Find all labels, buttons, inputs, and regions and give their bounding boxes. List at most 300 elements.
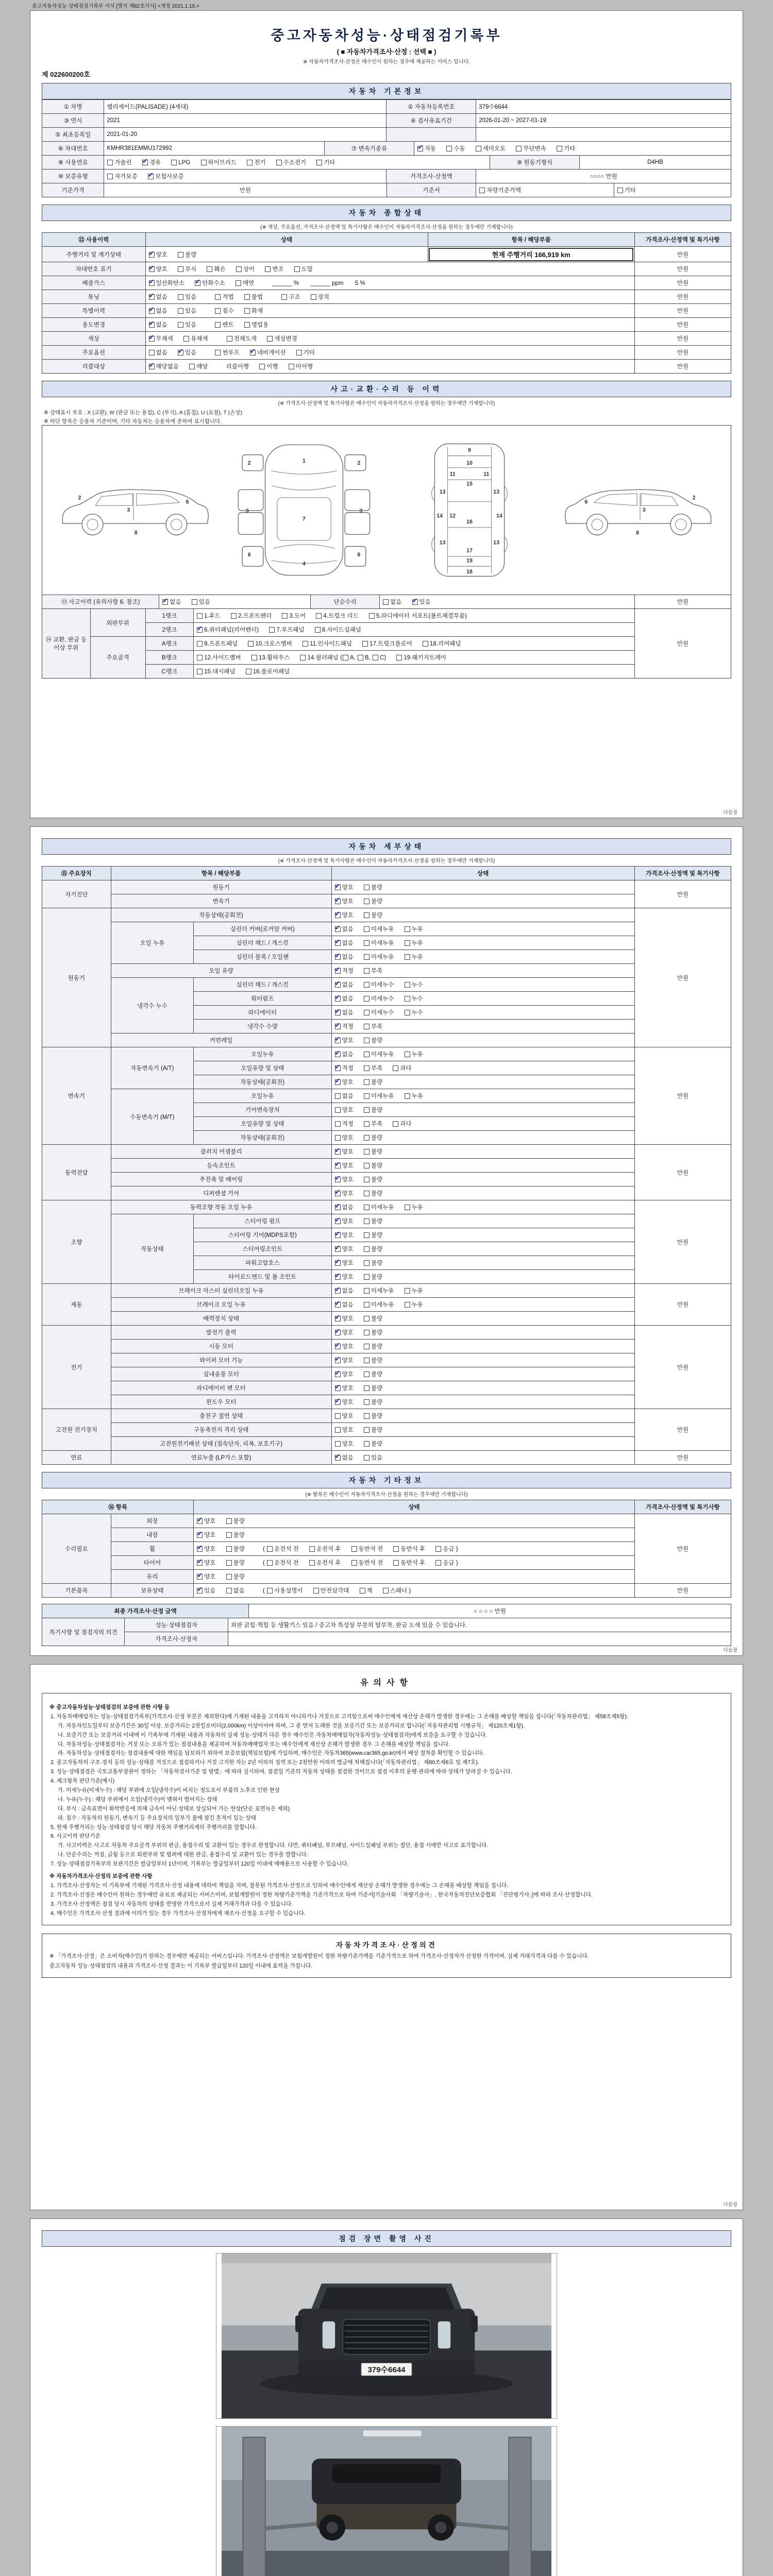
checkbox-unchecked[interactable] xyxy=(364,1205,369,1210)
checkbox-checked[interactable] xyxy=(149,336,155,342)
section-accident-history: 사고·교환·수리 등 이력 xyxy=(42,381,731,397)
checkbox-unchecked[interactable] xyxy=(178,308,183,314)
checkbox-unchecked[interactable] xyxy=(364,1399,369,1405)
checkbox-unchecked[interactable] xyxy=(405,1288,410,1294)
checkbox-unchecked[interactable] xyxy=(207,266,212,272)
checkbox-checked[interactable] xyxy=(335,1038,341,1043)
checkbox-checked[interactable] xyxy=(335,926,341,932)
cell: 양호 불량 xyxy=(331,1423,634,1437)
checkbox-unchecked[interactable] xyxy=(259,364,265,369)
checkbox-unchecked[interactable] xyxy=(393,1065,398,1071)
checkbox-checked[interactable] xyxy=(335,1218,341,1224)
checkbox-unchecked[interactable] xyxy=(296,350,302,355)
checkbox-unchecked[interactable] xyxy=(364,1246,369,1252)
checkbox-unchecked[interactable] xyxy=(226,1574,232,1580)
checkbox-unchecked[interactable] xyxy=(364,954,369,960)
checkbox-checked[interactable] xyxy=(335,1344,341,1349)
checkbox-checked[interactable] xyxy=(162,599,168,605)
cell: KMHR381EMMU172992 xyxy=(104,142,325,156)
checkbox-checked[interactable] xyxy=(197,1560,203,1566)
cell: ✔ 양호 불량 xyxy=(331,1033,634,1047)
checkbox-unchecked[interactable] xyxy=(364,940,369,946)
checkbox-unchecked[interactable] xyxy=(107,174,113,179)
detail-note: (※ 가격조사·산정액 및 특기사항은 매수인이 자동차가격조사·산정을 원하는 경우에만 기재합니다) xyxy=(278,858,495,864)
basic-info-row-3 xyxy=(42,127,731,142)
checkbox-unchecked[interactable] xyxy=(251,655,257,660)
table-row xyxy=(42,247,731,262)
cell: 양호 불량 xyxy=(331,1131,634,1145)
checkbox-checked[interactable] xyxy=(335,1246,341,1252)
checkbox-checked[interactable] xyxy=(335,1385,341,1391)
checkbox-unchecked[interactable] xyxy=(335,1413,341,1419)
checkbox-unchecked[interactable] xyxy=(215,350,221,355)
checkbox-unchecked[interactable] xyxy=(149,350,155,355)
checkbox-unchecked[interactable] xyxy=(364,1413,369,1419)
basic-info-row-7 xyxy=(42,183,731,197)
cell: 주요골격 xyxy=(90,637,145,679)
checkbox-unchecked[interactable] xyxy=(364,1065,369,1071)
table-row xyxy=(42,1214,731,1228)
checkbox-unchecked[interactable] xyxy=(364,1149,369,1155)
checkbox-checked[interactable] xyxy=(149,280,155,286)
checkbox-unchecked[interactable] xyxy=(405,954,410,960)
checkbox-unchecked[interactable] xyxy=(405,940,410,946)
checkbox-checked[interactable] xyxy=(197,1532,203,1538)
checkbox-checked[interactable] xyxy=(335,1205,341,1210)
table-row xyxy=(42,1312,731,1326)
cell: 냉각수 누수 xyxy=(111,978,193,1033)
cell: 상태 xyxy=(145,233,428,247)
checkbox-checked[interactable] xyxy=(335,940,341,946)
table-row xyxy=(42,156,731,170)
checkbox-checked[interactable] xyxy=(335,885,341,890)
checkbox-unchecked[interactable] xyxy=(226,1518,232,1524)
checkbox-unchecked[interactable] xyxy=(201,160,207,165)
checkbox-unchecked[interactable] xyxy=(364,1371,369,1377)
checkbox-unchecked[interactable] xyxy=(294,266,300,272)
checkbox-unchecked[interactable] xyxy=(282,613,288,619)
cell: ✔ 양호 불량 xyxy=(331,908,634,922)
checkbox-checked[interactable] xyxy=(149,364,155,369)
cell: ✔ 없음 미세누유 누유 xyxy=(331,936,634,950)
checkbox-unchecked[interactable] xyxy=(393,1121,398,1127)
table-row xyxy=(42,1395,731,1409)
checkbox-checked[interactable] xyxy=(335,1455,341,1461)
overall-row xyxy=(42,359,731,374)
basic-info-row-2 xyxy=(42,113,731,128)
cell: 수리필요 xyxy=(42,1514,111,1584)
checkbox-checked[interactable] xyxy=(335,968,341,974)
cell: 만원 xyxy=(634,332,731,346)
cell: ✔ 없음 미세누수 누수 xyxy=(331,992,634,1006)
checkbox-unchecked[interactable] xyxy=(246,669,251,674)
checkbox-unchecked[interactable] xyxy=(364,1121,369,1127)
checkbox-unchecked[interactable] xyxy=(267,1588,273,1594)
checkbox-unchecked[interactable] xyxy=(446,146,452,151)
checkbox-checked[interactable] xyxy=(335,982,341,988)
checkbox-unchecked[interactable] xyxy=(244,322,250,328)
final-price-row xyxy=(42,1604,731,1618)
checkbox-unchecked[interactable] xyxy=(364,982,369,988)
checkbox-unchecked[interactable] xyxy=(269,627,275,633)
cell: 1.후드 2.프론트펜더 3.도어 4.트렁크 리드 5.라디에이터 서포트(볼트체결부품) xyxy=(194,609,635,623)
table-row xyxy=(42,1145,731,1159)
checkbox-checked[interactable] xyxy=(335,1010,341,1015)
checkbox-unchecked[interactable] xyxy=(364,1441,369,1447)
checkbox-unchecked[interactable] xyxy=(281,294,287,300)
checkbox-checked[interactable] xyxy=(197,1518,203,1524)
checkbox-checked[interactable] xyxy=(149,266,155,272)
panel-number: 4 xyxy=(302,561,306,567)
checkbox-unchecked[interactable] xyxy=(364,1052,369,1057)
cell: ⑨ 원동기형식 xyxy=(490,156,580,170)
checkbox-unchecked[interactable] xyxy=(311,294,316,300)
table-row xyxy=(42,637,731,651)
checkbox-unchecked[interactable] xyxy=(335,1135,341,1141)
checkbox-unchecked[interactable] xyxy=(405,982,410,988)
checkbox-unchecked[interactable] xyxy=(178,266,183,272)
checkbox-checked[interactable] xyxy=(335,1177,341,1182)
checkbox-unchecked[interactable] xyxy=(364,1191,369,1196)
checkbox-unchecked[interactable] xyxy=(215,308,221,314)
checkbox-unchecked[interactable] xyxy=(309,1560,315,1566)
checkbox-unchecked[interactable] xyxy=(405,1093,410,1099)
checkbox-unchecked[interactable] xyxy=(265,266,271,272)
checkbox-unchecked[interactable] xyxy=(343,655,348,660)
checkbox-unchecked[interactable] xyxy=(423,641,428,647)
checkbox-unchecked[interactable] xyxy=(351,1546,357,1552)
checkbox-unchecked[interactable] xyxy=(362,641,368,647)
checkbox-unchecked[interactable] xyxy=(557,146,562,151)
checkbox-checked[interactable] xyxy=(195,280,200,286)
checkbox-unchecked[interactable] xyxy=(364,1093,369,1099)
basic-info-row-5 xyxy=(42,155,731,170)
table-row xyxy=(42,1353,731,1367)
notice-item: 4. 체크항목 판단기준(예시) xyxy=(51,1778,115,1785)
cell: D4HB xyxy=(579,156,731,170)
checkbox-unchecked[interactable] xyxy=(364,1427,369,1433)
checkbox-unchecked[interactable] xyxy=(226,1560,232,1566)
checkbox-unchecked[interactable] xyxy=(364,1344,369,1349)
checkbox-unchecked[interactable] xyxy=(383,1588,389,1594)
checkbox-checked[interactable] xyxy=(335,1163,341,1168)
checkbox-unchecked[interactable] xyxy=(226,1588,232,1594)
checkbox-unchecked[interactable] xyxy=(364,1455,369,1461)
checkbox-unchecked[interactable] xyxy=(267,1560,273,1566)
table-row xyxy=(42,318,731,332)
checkbox-unchecked[interactable] xyxy=(364,1218,369,1224)
table-row xyxy=(42,142,731,156)
overall-note: (※ 색상, 주요옵션, 가격조사·산정액 및 특기사항은 매수인이 자동차가격조사·산정을 원하는 경우에만 기재합니다) xyxy=(260,225,513,230)
notice-item: 2. 가격조사·산정은 매수인이 원하는 경우에만 유료로 제공되는 서비스이며, 보험개발원이 정한 차량기준가액을 기준가격으로 하여 기준서[기술사회 「차량기술사」, 한국자동차진단보증협회 「진단평가사」]에 따라 조사·산정합니다. xyxy=(51,1891,593,1898)
checkbox-checked[interactable] xyxy=(148,174,154,179)
checkbox-checked[interactable] xyxy=(335,1358,341,1363)
table-row xyxy=(42,1089,731,1103)
checkbox-checked[interactable] xyxy=(178,350,183,355)
checkbox-checked[interactable] xyxy=(335,1274,341,1280)
panel-number: 6 xyxy=(584,499,587,505)
checkbox-checked[interactable] xyxy=(149,322,155,328)
checkbox-unchecked[interactable] xyxy=(215,294,221,300)
cell: 고전원 전기장치 xyxy=(42,1409,111,1451)
checkbox-unchecked[interactable] xyxy=(248,641,254,647)
checkbox-unchecked[interactable] xyxy=(335,1427,341,1433)
checkbox-unchecked[interactable] xyxy=(351,1560,357,1566)
checkbox-checked[interactable] xyxy=(149,294,155,300)
checkbox-checked[interactable] xyxy=(335,1302,341,1308)
table-row xyxy=(42,1298,731,1312)
checkbox-unchecked[interactable] xyxy=(383,599,389,605)
checkbox-checked[interactable] xyxy=(197,627,203,633)
checkbox-unchecked[interactable] xyxy=(364,1385,369,1391)
accident-legend-1: ※ 상태표시 부호 : X (교환), W (판금 또는 용접), C (부식), A (흠집), U (요철), T (손상) xyxy=(44,410,242,416)
checkbox-checked[interactable] xyxy=(335,996,341,1002)
checkbox-unchecked[interactable] xyxy=(364,1302,369,1308)
cell: 만원 xyxy=(634,276,731,290)
cell: 가격조사·산정자 xyxy=(125,1632,228,1646)
table-row xyxy=(42,1381,731,1395)
cell: 유리 xyxy=(111,1570,193,1584)
panel-number: 8 xyxy=(134,530,138,536)
cell: 커먼레일 xyxy=(111,1033,331,1047)
checkbox-unchecked[interactable] xyxy=(405,1010,410,1015)
cell: ✔ 무채색 유채색 전체도색 색상변경 xyxy=(145,332,634,346)
cell: ④ 검사유효기간 xyxy=(386,114,476,128)
checkbox-unchecked[interactable] xyxy=(316,613,322,619)
checkbox-checked[interactable] xyxy=(149,252,155,258)
table-row xyxy=(42,978,731,992)
notice-box xyxy=(42,1693,731,1925)
checkbox-unchecked[interactable] xyxy=(226,1532,232,1538)
checkbox-unchecked[interactable] xyxy=(215,322,221,328)
checkbox-unchecked[interactable] xyxy=(197,669,203,674)
checkbox-checked[interactable] xyxy=(335,1288,341,1294)
checkbox-checked[interactable] xyxy=(335,1065,341,1071)
cell: ② 자동차등록번호 xyxy=(386,100,476,114)
checkbox-unchecked[interactable] xyxy=(227,336,232,342)
checkbox-checked[interactable] xyxy=(142,160,148,165)
checkbox-unchecked[interactable] xyxy=(335,1441,341,1447)
table-row xyxy=(42,276,731,290)
notice-item: 6. 사고이력 판단기준 xyxy=(51,1833,100,1840)
checkbox-unchecked[interactable] xyxy=(267,1546,273,1552)
checkbox-unchecked[interactable] xyxy=(316,160,322,165)
checkbox-checked[interactable] xyxy=(149,308,155,314)
checkbox-unchecked[interactable] xyxy=(364,1135,369,1141)
cell: ✔ 양호 불량 xyxy=(194,1514,635,1528)
checkbox-unchecked[interactable] xyxy=(360,1588,365,1594)
cell: 오일유량 및 상태 xyxy=(194,1117,331,1131)
checkbox-unchecked[interactable] xyxy=(476,146,481,151)
checkbox-unchecked[interactable] xyxy=(309,1546,315,1552)
checkbox-unchecked[interactable] xyxy=(364,1010,369,1015)
checkbox-unchecked[interactable] xyxy=(335,1093,341,1099)
checkbox-unchecked[interactable] xyxy=(364,1316,369,1321)
panel-number: 11 xyxy=(483,471,489,478)
checkbox-checked[interactable] xyxy=(197,1588,203,1594)
checkbox-unchecked[interactable] xyxy=(178,252,183,258)
checkbox-unchecked[interactable] xyxy=(364,1358,369,1363)
checkbox-unchecked[interactable] xyxy=(276,160,282,165)
checkbox-unchecked[interactable] xyxy=(364,926,369,932)
checkbox-unchecked[interactable] xyxy=(189,364,195,369)
checkbox-unchecked[interactable] xyxy=(617,188,623,193)
table-row xyxy=(42,1570,731,1584)
checkbox-checked[interactable] xyxy=(335,1371,341,1377)
price-opinion-text: 중고자동차 성능·상태점검의 내용과 가격조사·산정 결과는 이 기록부 발급일부터 120일 이내에 효력을 가집니다. xyxy=(49,1963,313,1970)
checkbox-unchecked[interactable] xyxy=(358,655,363,660)
overall-row xyxy=(42,262,731,276)
checkbox-unchecked[interactable] xyxy=(364,1274,369,1280)
table-row xyxy=(42,1409,731,1423)
checkbox-unchecked[interactable] xyxy=(435,1560,441,1566)
cell xyxy=(386,128,476,142)
checkbox-unchecked[interactable] xyxy=(393,1546,399,1552)
checkbox-unchecked[interactable] xyxy=(335,1121,341,1127)
checkbox-checked[interactable] xyxy=(335,1399,341,1405)
table-row xyxy=(42,867,731,880)
checkbox-unchecked[interactable] xyxy=(192,599,197,605)
notice-item: ※ 중고자동차성능·상태점검의 보증에 관한 사항 등 xyxy=(49,1704,170,1710)
checkbox-unchecked[interactable] xyxy=(364,1163,369,1168)
checkbox-unchecked[interactable] xyxy=(226,1546,232,1552)
checkbox-unchecked[interactable] xyxy=(405,926,410,932)
cell: 시동 모터 xyxy=(111,1340,331,1353)
cell: ✔ 양호 불량 ( 운전석 전 운전석 후 동반석 전 동반석 후 응급 ) xyxy=(194,1542,635,1556)
checkbox-checked[interactable] xyxy=(335,1232,341,1238)
cell: ✔ 양호 불량 xyxy=(331,894,634,908)
checkbox-unchecked[interactable] xyxy=(364,1038,369,1043)
accident-row xyxy=(42,595,731,609)
checkbox-unchecked[interactable] xyxy=(364,1024,369,1029)
basic-info-row-6 xyxy=(42,169,731,183)
checkbox-unchecked[interactable] xyxy=(289,364,294,369)
checkbox-unchecked[interactable] xyxy=(364,912,369,918)
cell: 적정 부족 과다 xyxy=(331,1117,634,1131)
checkbox-unchecked[interactable] xyxy=(364,899,369,904)
cell: ✔ 자동 수동 세미오토 무단변속 기타 xyxy=(414,142,731,156)
checkbox-unchecked[interactable] xyxy=(516,146,522,151)
checkbox-unchecked[interactable] xyxy=(364,1232,369,1238)
checkbox-unchecked[interactable] xyxy=(197,641,203,647)
checkbox-unchecked[interactable] xyxy=(236,280,241,286)
notice-title: 유의사항 xyxy=(360,1679,413,1687)
checkbox-unchecked[interactable] xyxy=(405,1205,410,1210)
checkbox-checked[interactable] xyxy=(412,599,418,605)
checkbox-checked[interactable] xyxy=(197,1574,203,1580)
checkbox-unchecked[interactable] xyxy=(364,1079,369,1085)
checkbox-unchecked[interactable] xyxy=(197,613,203,619)
checkbox-checked[interactable] xyxy=(335,954,341,960)
checkbox-unchecked[interactable] xyxy=(244,308,250,314)
cell: 오일 누유 xyxy=(111,922,193,964)
checkbox-unchecked[interactable] xyxy=(364,1177,369,1182)
page-3 xyxy=(30,1664,743,2210)
checkbox-unchecked[interactable] xyxy=(313,1588,319,1594)
checkbox-unchecked[interactable] xyxy=(369,613,375,619)
checkbox-unchecked[interactable] xyxy=(364,885,369,890)
checkbox-unchecked[interactable] xyxy=(303,641,308,647)
table-row xyxy=(42,1326,731,1340)
checkbox-unchecked[interactable] xyxy=(435,1546,441,1552)
cell: 구동축전지 격리 상태 xyxy=(111,1423,331,1437)
checkbox-unchecked[interactable] xyxy=(364,1288,369,1294)
checkbox-checked[interactable] xyxy=(335,1330,341,1335)
cell: ✔ 양호 불량 xyxy=(194,1528,635,1542)
checkbox-checked[interactable] xyxy=(335,1079,341,1085)
checkbox-unchecked[interactable] xyxy=(236,266,242,272)
cell: 9.프론트패널 10.크로스멤버 11.인사이드패널 17.트렁크플로어 18.리어패널 xyxy=(194,637,635,651)
panel-number: 3 xyxy=(126,506,130,513)
checkbox-unchecked[interactable] xyxy=(231,613,237,619)
checkbox-unchecked[interactable] xyxy=(479,188,485,193)
table-row xyxy=(42,1047,731,1061)
checkbox-unchecked[interactable] xyxy=(267,336,273,342)
checkbox-checked[interactable] xyxy=(417,146,423,151)
checkbox-checked[interactable] xyxy=(335,1149,341,1155)
checkbox-unchecked[interactable] xyxy=(396,655,402,660)
checkbox-unchecked[interactable] xyxy=(364,1330,369,1335)
cell: ⑬ 사고이력 (유의사항 6. 참조) xyxy=(42,595,159,609)
cell: 항목 / 해당부품 xyxy=(111,867,331,880)
checkbox-unchecked[interactable] xyxy=(197,655,203,660)
overall-row xyxy=(42,303,731,318)
table-row xyxy=(42,1451,731,1465)
cell: ✔ 없음 미세누유 누유 xyxy=(331,1298,634,1312)
checkbox-checked[interactable] xyxy=(335,1260,341,1266)
checkbox-unchecked[interactable] xyxy=(364,996,369,1002)
checkbox-checked[interactable] xyxy=(250,350,256,355)
checkbox-unchecked[interactable] xyxy=(171,160,177,165)
checkbox-unchecked[interactable] xyxy=(405,996,410,1002)
checkbox-checked[interactable] xyxy=(335,1316,341,1321)
checkbox-unchecked[interactable] xyxy=(405,1052,410,1057)
checkbox-unchecked[interactable] xyxy=(405,1302,410,1308)
checkbox-unchecked[interactable] xyxy=(300,655,306,660)
checkbox-unchecked[interactable] xyxy=(364,968,369,974)
checkbox-checked[interactable] xyxy=(335,899,341,904)
checkbox-unchecked[interactable] xyxy=(178,322,183,328)
checkbox-unchecked[interactable] xyxy=(364,1260,369,1266)
basic-info-row-1 xyxy=(42,99,731,114)
checkbox-unchecked[interactable] xyxy=(183,336,189,342)
checkbox-unchecked[interactable] xyxy=(393,1560,399,1566)
checkbox-checked[interactable] xyxy=(335,1191,341,1196)
checkbox-unchecked[interactable] xyxy=(335,1107,341,1113)
etc-note: (※ 항목은 매수인이 자동차가격조사·산정을 원하는 경우에만 기재합니다) xyxy=(305,1492,468,1498)
checkbox-checked[interactable] xyxy=(335,1024,341,1029)
cell: 주행거리 및 계기상태 xyxy=(42,247,146,262)
checkbox-checked[interactable] xyxy=(335,912,341,918)
cell: ✔ 없음 미세누유 누유 xyxy=(331,1047,634,1061)
cell: ✔ 양호 불량 xyxy=(331,1159,634,1173)
checkbox-checked[interactable] xyxy=(335,1052,341,1057)
overall-row xyxy=(42,317,731,332)
checkbox-unchecked[interactable] xyxy=(315,627,321,633)
car-damage-diagram xyxy=(42,425,731,595)
checkbox-checked[interactable] xyxy=(197,1546,203,1552)
checkbox-unchecked[interactable] xyxy=(247,160,253,165)
checkbox-unchecked[interactable] xyxy=(373,655,378,660)
checkbox-unchecked[interactable] xyxy=(107,160,113,165)
checkbox-unchecked[interactable] xyxy=(364,1107,369,1113)
checkbox-unchecked[interactable] xyxy=(178,294,183,300)
basic-info-row-7 xyxy=(42,183,731,197)
notice-item: 나. 누유(누수) : 해당 부위에서 오일(냉각수)이 맺혀서 떨어지는 상태 xyxy=(58,1796,217,1803)
detail-table xyxy=(42,866,731,1465)
table-row xyxy=(42,1159,731,1173)
checkbox-unchecked[interactable] xyxy=(244,294,250,300)
